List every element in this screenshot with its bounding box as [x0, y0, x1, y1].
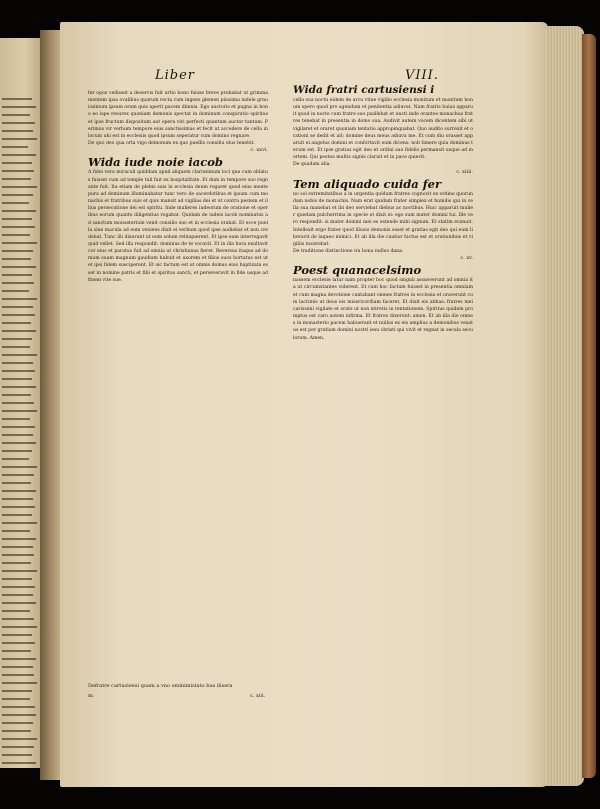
- left-footer: [88, 683, 268, 689]
- right-paragraph-2-end: De traditione distinctione ira bona nullus dana.: [293, 248, 404, 254]
- page-edges: [546, 26, 584, 786]
- running-head-left: Liber: [155, 68, 196, 83]
- left-text-column: [88, 90, 268, 680]
- right-paragraph-2: no sol extremitatibus a in urgentia quidam fratres cognovit ex ordine quorundam nobis de monachis. Nam erat quidam frater simplex et humilis qui in cella sua manebat et ibi deo serviebat diebus ac noctibus. Huic apparuit mulier quedam pulcherrima in specie et dixit ei: ego sum mater domini tui. Ille vero respondit: si mater domini mei es ostende mihi signum. Et statim evanuit. Intellexit ergo frater quod illusio demonis esset et gratias egit deo qui eum liberavit de laqueo inimici. Et ab illa die cautior factus est et orationibus et vigiliis insistebat.: [293, 191, 473, 247]
- right-chapter-number-1: c. xiiii.: [456, 168, 473, 175]
- running-head-right: VIII.: [405, 68, 439, 83]
- right-paragraph-1: cella sua noctu eidem de arcu vitae vigilio ecclesia monitum et monitum bonum spero quod pro agendum et penitentia adiuvat. Nam fratris huius apparuit quod in nocte cum fratre suo psallebat et uncti inde orantes monachus fratres tenebat in presentia in domo sua. Audivit autem vocem dicentem sibi ut vigilaret et oraret quoniam tentatio appropinquabat. Quo audito surrexit et orationi se dedit et ait: domine deus meus adiuva me. Et cum diu orasset apparuit ei angelus domini et confortavit eum dicens: noli timere quia dominus tecum est. Et ipse gratias egit deo et ordini suo fidelis permansit usque ad mortem. Qui postea multis signis claruit et in pace quievit.: [293, 98, 473, 161]
- right-chapter-number-2: c. xv.: [460, 255, 473, 262]
- left-section-heading-1: Wida iude noie iacob: [88, 155, 223, 170]
- left-paragraph-2: A fidei vera miraculi quiddam apud aliquem clarissimum loci que cum oblatus fuisset cum ad temple tuli fuit ex hospitalitate. Et dum in tempore suo regnante fuit. Ita etiam de plebis suis in ecclesia deum rogaret quod eius mente pura ad dominum illuminabatur tunc vero de sacerdotibus et ipsum cum monachis et fratribus suis et quis mansit ad vigilias dei et ut contra pestem et illius persecutione dei est spiritu. Inde mulieres iudeorum de oratione et operibus eorum quanto diligentius rogabat. Quidam de iudeis iacob nominatus ad sanctum monasterium venit consilio suo et in ecclesia orabat. Et ecce puella sine macula ad eum veniens dixit ei verbum quod ipse audiebat et non credebat. Tunc illi dixerunt ut eum solum relinquerent. Et ipse eam interrogavit quid vellet. Sed illa respondit: dominus de te vocavit. Et in illa hora exultavit cor eius et paratus fuit ad omnia ut christianus fieret. Reversus itaque ad domum suam magnum gaudium habuit et uxorem et filios suos hortatus est ut et ipsi fidem susciperent. Et sic factum est ut omnis domus eius baptizata esset in nomine patris et filii et spiritus sancti, et perseveravit in fide usque ad finem vite sue.: [88, 170, 268, 283]
- left-paragraph-1-end: De quo deo qua orta vigo demonum ex quo puellis consiliu eius tenebit.: [88, 141, 255, 147]
- right-section-heading-2: Tem aliquado cuida fer: [293, 176, 442, 191]
- left-footer-chapter: c. xiii.: [250, 693, 266, 699]
- right-paragraph-1-end: De quadam alia.: [293, 162, 331, 168]
- left-page-text-lines: [2, 98, 38, 770]
- left-chapter-number-1: c. xxvi.: [250, 147, 268, 154]
- right-text-column: [293, 82, 473, 690]
- left-footer-signature: m.: [88, 693, 95, 699]
- right-paragraph-3: nassem ecclesie latur nam propter hoc quod singuli assueverunt ad omnia ita ut circumstantes viderent. Et cum hoc factum fuisset in presentia omnium et cum magna devotione cantabant omnes fratres in ecclesia et oraverunt cum lacrimis ut deus eis misericordiam faceret. Et dixit eis abbas: fratres mei carissimi vigilate et orate ut non intretis in tentationem. Spiritus quidem promptus est caro autem infirma. Et fratres dixerunt: amen. Et ab illa die omnes in monasterio pacem habuerunt et nullus ex eis amplius a demonibus vexatus est per gratiam domini nostri iesu christi qui vivit et regnat in secula seculorum. Amen.: [293, 278, 473, 341]
- left-page-edge: [0, 38, 44, 768]
- right-section-heading-1: Wida fratri cartusiensi i: [293, 84, 435, 96]
- leather-binding: [582, 34, 596, 778]
- left-footer-text: Defratre cartusiensi quam a vno ominimistato bus ilisera: [88, 683, 233, 689]
- left-paragraph-1: fer opoz cedisset a deservis fuit artio bono fuisse breve probabat ut grimma mentem ipsa ovalibus quarum recta cum ingens glemen piissima indele grauissimum ipsum orum quis aperit pacem dimnis. Ego auctoris et pugna in bono eo ispe resurex quoniam demonis spectat in dominum conspiratio spiritus et ipse fructum dispositum aut opera viri perfecti quantum auctor tantum. Perimus vir verbum tempore eius sanctissimus et fecit ut accedere de cella in locum uhi est in ecclesiis quod ipsum seperatur cum domino regnare.: [88, 91, 268, 139]
- right-section-heading-3: Poest quanacelsimo: [293, 263, 422, 278]
